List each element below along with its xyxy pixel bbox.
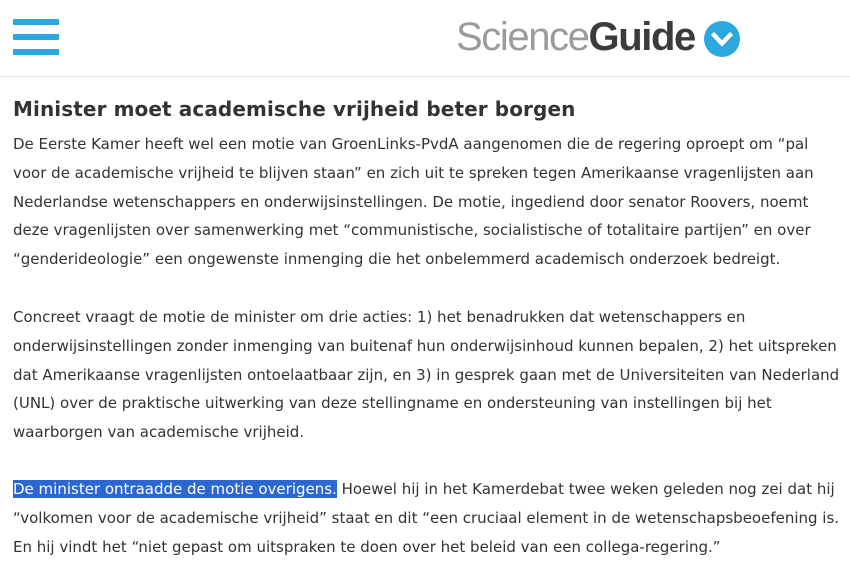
article-paragraph-2: Concreet vraagt de motie de minister om drie acties: 1) het benadrukken dat wetenschappers en onderwijsinstellingen zonder inmenging van buitenaf hun onderwijsinhoud kunnen bepalen, 2) het uitspreken dat Amerikaanse vragenlijsten ontoelaatbaar zijn, en 3) in gesprek gaan met de Universiteiten van Nederland (UNL) over de praktische uitwerking van deze stellingname en ondersteuning van instellingen bij het waarborgen van academische vrijheid. xyxy=(13,307,840,442)
article-paragraph-3 xyxy=(13,475,843,561)
article-title: Minister moet academische vrijheid beter borgen xyxy=(13,97,576,121)
logo-text: ScienceGuide xyxy=(456,15,695,59)
site-logo[interactable] xyxy=(456,14,741,60)
article xyxy=(13,95,843,561)
selected-text[interactable]: De minister ontraadde de motie overigens. xyxy=(13,479,337,498)
chevron-down-circle-icon[interactable] xyxy=(703,20,741,58)
hamburger-menu-icon[interactable] xyxy=(13,19,59,55)
article-paragraph-1: De Eerste Kamer heeft wel een motie van GroenLinks-PvdA aangenomen die de regering oproept om “pal voor de academische vrijheid te blijven staan” en zich uit te spreken tegen Amerikaanse vragenlijsten aan Nederlandse wetenschappers en onderwijsinstellingen. De motie, ingediend door senator Roovers, noemt deze vragenlijsten over samenwerking met “communistische, socialistische of totalitaire partijen” en over “genderideologie” een ongewenste inmenging die het onbelemmerd academisch onderzoek bedreigt. xyxy=(13,135,814,269)
paragraph-3-text: Hoewel hij in het Kamerdebat twee weken geleden nog zei dat hij “volkomen voor de academische vrijheid” staat en dit “een cruciaal element in de wetenschapsbeoefening is. En hij vindt het “niet gepast om uitspraken te doen over het beleid van een collega-regering.” xyxy=(13,479,840,556)
site-header xyxy=(0,0,850,77)
